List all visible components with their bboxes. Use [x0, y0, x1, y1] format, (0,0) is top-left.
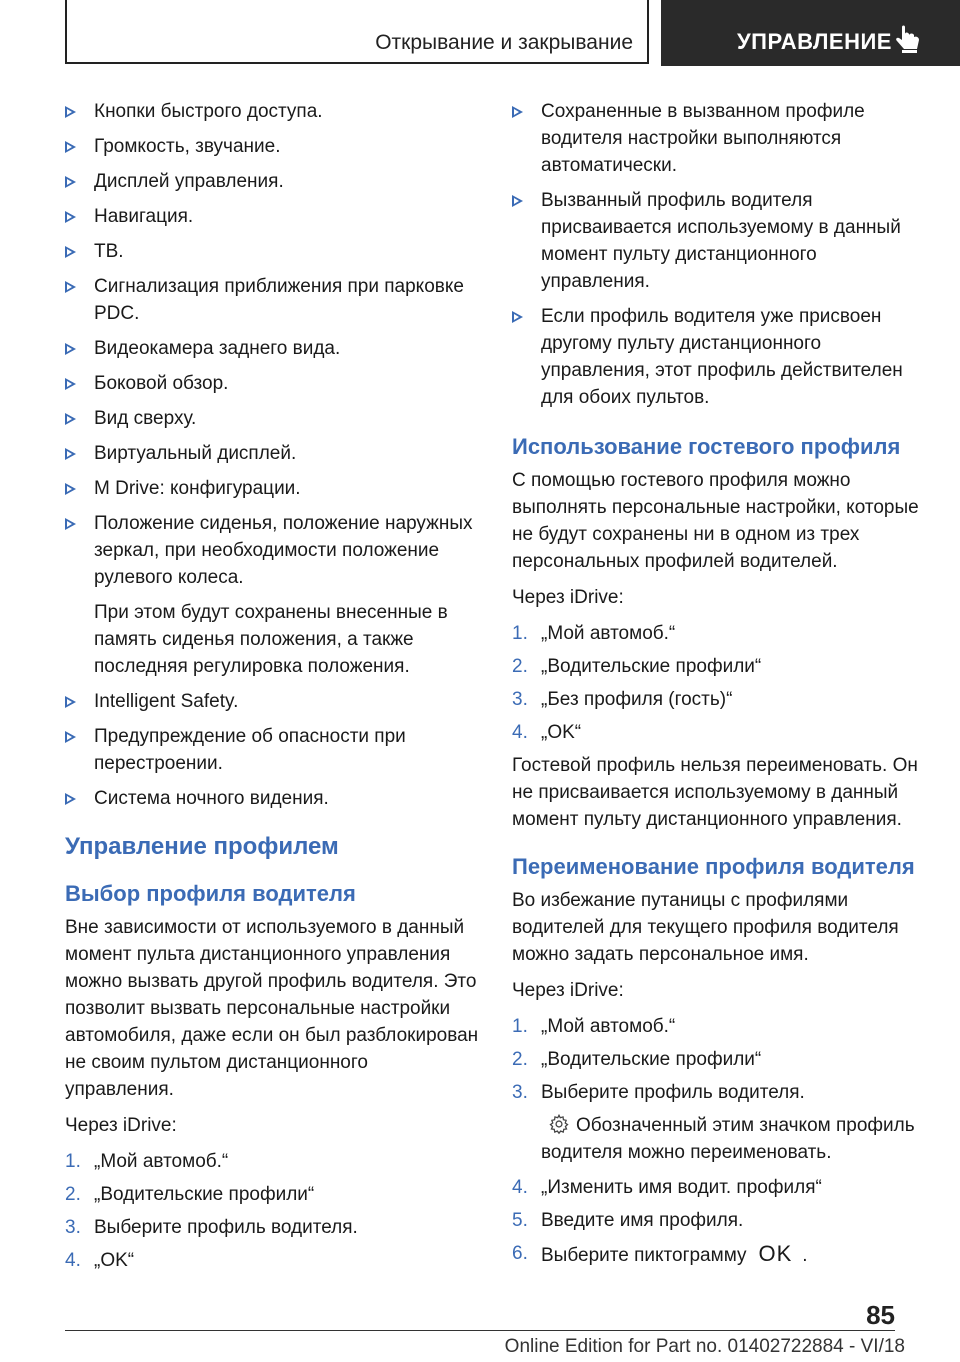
via-idrive: Через iDrive: — [65, 1115, 177, 1136]
step-note: Обозначенный этим значком профиль водителя можно переименовать. — [541, 1115, 915, 1163]
bullet-list-1 — [65, 98, 480, 812]
step-item: 4. „Изменить имя водит. профиля“ — [512, 1177, 822, 1198]
triangle-bullet-icon — [65, 281, 76, 293]
ok-glyph: OK — [758, 1241, 793, 1266]
triangle-bullet-icon — [65, 141, 76, 153]
bullet-list-right — [512, 98, 927, 411]
steps-list — [65, 1148, 480, 1274]
footer-divider — [65, 1330, 895, 1331]
left-column — [65, 98, 480, 1280]
step-item: 2. „Водительские профили“ — [65, 1184, 315, 1205]
step-item: 2. „Водительские профили“ — [512, 656, 762, 677]
hand-pointer-icon — [894, 24, 924, 54]
section-tab — [65, 0, 649, 64]
step-item: 3. „Без профиля (гость)“ — [512, 689, 733, 710]
heading-profile-management: Управление профилем — [65, 833, 339, 860]
section-title: Открывание и закрывание — [375, 31, 633, 54]
triangle-bullet-icon — [65, 106, 76, 118]
triangle-bullet-icon — [65, 413, 76, 425]
list-item: Громкость, звучание. — [65, 133, 480, 160]
paragraph: Гостевой профиль нельзя переименовать. Он не присваивается используемому в данный момент пульту дистанционного управления. — [512, 755, 918, 830]
list-item: Дисплей управления. — [65, 168, 480, 195]
heading-select-profile: Выбор профиля водителя — [65, 881, 356, 906]
triangle-bullet-icon — [512, 195, 523, 207]
list-item: Intelligent Safety. — [65, 688, 480, 715]
step-item: 1. „Мой автомоб.“ — [65, 1151, 229, 1172]
list-item: Виртуальный дисплей. — [65, 440, 480, 467]
page-number: 85 — [866, 1300, 895, 1330]
list-item: Сигнализация приближения при парковке PDC. — [65, 273, 480, 327]
step-item: 6. Выберите пиктограмму OK . — [512, 1241, 808, 1266]
step-item: 4. „OK“ — [512, 722, 582, 743]
triangle-bullet-icon — [65, 518, 76, 530]
step-item: 3. Выберите профиль водителя. — [512, 1082, 805, 1103]
list-item: Система ночного видения. — [65, 785, 480, 812]
triangle-bullet-icon — [65, 211, 76, 223]
paragraph: Вне зависимости от используемого в данный момент пульта дистанционного управления можно вызвать другой профиль водителя. Это позволит вызвать персональные настройки автомобиля, даже если он был разблокирован не своим пультом дистанционного управления. — [65, 917, 479, 1100]
step-item: 1. „Мой автомоб.“ — [512, 1016, 676, 1037]
heading-rename-profile: Переименование профиля водителя — [512, 854, 915, 879]
gear-icon — [548, 1113, 570, 1135]
list-item: ТВ. — [65, 238, 480, 265]
page-header — [0, 0, 960, 66]
list-item: M Drive: конфигурации. — [65, 475, 480, 502]
list-item: Кнопки быстрого доступа. — [65, 98, 480, 125]
step-item: 1. „Мой автомоб.“ — [512, 623, 676, 644]
list-item: Положение сиденья, положение наружных зеркал, при необходимости положение рулевого колеса. — [65, 510, 480, 591]
paragraph: Во избежание путаницы с профилями водителей для текущего профиля водителя можно задать персональное имя. — [512, 890, 899, 965]
triangle-bullet-icon — [65, 378, 76, 390]
triangle-bullet-icon — [65, 448, 76, 460]
list-item: Вид сверху. — [65, 405, 480, 432]
list-item: Видеокамера заднего вида. — [65, 335, 480, 362]
triangle-bullet-icon — [65, 731, 76, 743]
bullet-note: При этом будут сохранены внесенные в память сиденья положения, а также последняя регулировка положения. — [94, 602, 448, 677]
chapter-tab — [661, 0, 960, 66]
footer-edition: Online Edition for Part no. 01402722884 - VI/18 — [504, 1336, 905, 1357]
step-item: 3. Выберите профиль водителя. — [65, 1217, 358, 1238]
heading-guest-profile: Использование гостевого профиля — [512, 434, 901, 459]
rename-steps-list — [512, 1013, 927, 1269]
step-item: 5. Введите имя профиля. — [512, 1210, 744, 1231]
right-column — [512, 98, 927, 1275]
list-item: Вызванный профиль водителя присваивается используемому в данный момент пульту дистанционного управления. — [512, 187, 927, 295]
triangle-bullet-icon — [65, 483, 76, 495]
triangle-bullet-icon — [65, 176, 76, 188]
triangle-bullet-icon — [65, 246, 76, 258]
list-item: Предупреждение об опасности при перестроении. — [65, 723, 480, 777]
triangle-bullet-icon — [65, 343, 76, 355]
triangle-bullet-icon — [65, 793, 76, 805]
list-item: Навигация. — [65, 203, 480, 230]
step-item: 2. „Водительские профили“ — [512, 1049, 762, 1070]
guest-steps-list — [512, 620, 927, 746]
chapter-label: УПРАВЛЕНИЕ — [737, 29, 892, 54]
triangle-bullet-icon — [512, 311, 523, 323]
paragraph: С помощью гостевого профиля можно выполнять персональные настройки, которые не будут сохранены ни в одном из трех персональных профилей водителей. — [512, 470, 919, 572]
triangle-bullet-icon — [65, 696, 76, 708]
via-idrive: Через iDrive: — [512, 587, 624, 608]
list-item: Боковой обзор. — [65, 370, 480, 397]
triangle-bullet-icon — [512, 106, 523, 118]
list-item: Сохраненные в вызванном профиле водителя настройки выполняются автоматически. — [512, 98, 927, 179]
list-item: Если профиль водителя уже присвоен другому пульту дистанционного управления, этот профиль действителен для обоих пультов. — [512, 303, 927, 411]
via-idrive: Через iDrive: — [512, 980, 624, 1001]
step-item: 4. „OK“ — [65, 1250, 135, 1271]
